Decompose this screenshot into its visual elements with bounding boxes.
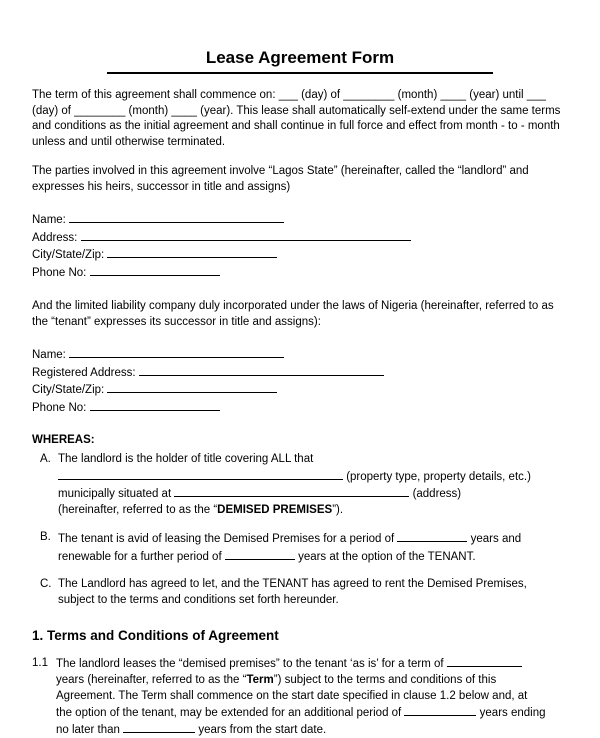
- demised-premises-term: DEMISED PREMISES: [217, 503, 333, 516]
- whereas-item-c-marker: C.: [40, 578, 52, 590]
- whereas-a-line3-pre: municipally situated at: [58, 488, 172, 500]
- landlord-fields: [32, 211, 568, 281]
- clause-1-1-line1-a: The landlord leases the “demised premises” to the tenant ‘as is’ for a term of: [56, 658, 444, 670]
- section-1-heading: 1. Terms and Conditions of Agreement: [32, 628, 279, 643]
- landlord-phone-label: Phone No:: [32, 266, 87, 279]
- whereas-a-line4-post: ”).: [332, 503, 344, 516]
- clause-1-1-line5-a: no later than: [56, 724, 120, 736]
- landlord-citystatezip-row: [32, 246, 568, 264]
- tenant-registered-address-input[interactable]: [139, 364, 384, 376]
- clause-1-1-line5-b: years from the start date.: [198, 724, 327, 736]
- clause-1-1-line2-b: ”) subject to the terms and conditions of this: [273, 674, 497, 686]
- whereas-a-line2-post: (property type, property details, etc.): [346, 470, 531, 483]
- whereas-b-line2: [58, 548, 568, 566]
- address-input[interactable]: [174, 485, 409, 497]
- landlord-name-row: [32, 211, 568, 229]
- landlord-phone-input[interactable]: [90, 264, 220, 276]
- tenant-phone-input[interactable]: [90, 399, 220, 411]
- landlord-citystatezip-label: City/State/Zip:: [32, 249, 105, 261]
- intro-paragraph-block: [32, 88, 568, 150]
- whereas-c-line2: subject to the terms and conditions set forth hereunder.: [58, 593, 339, 606]
- whereas-item-c-body: [58, 577, 568, 608]
- whereas-a-line3-post: (address): [412, 488, 462, 500]
- tenant-registered-address-label: Registered Address:: [32, 366, 136, 379]
- clause-1-1-line1: [56, 655, 568, 672]
- landlord-phone-row: [32, 264, 568, 282]
- page-title: Lease Agreement Form: [107, 48, 493, 74]
- whereas-a-line4: [58, 503, 568, 519]
- whereas-item-c: [32, 577, 568, 608]
- whereas-b-line1: [58, 530, 568, 548]
- clause-1-1-line4: [56, 704, 568, 721]
- tenant-registered-address-row: [32, 364, 568, 382]
- whereas-a-line4-pre: (hereinafter, referred to as the “: [58, 503, 218, 516]
- whereas-heading: WHEREAS:: [32, 434, 95, 446]
- clause-1-1-line3: Agreement. The Term shall commence on the start date specified in clause 1.2 below and, at: [56, 690, 528, 702]
- term-length-input[interactable]: [447, 655, 522, 667]
- whereas-item-a-marker: A.: [40, 453, 51, 465]
- whereas-b-line2-b: years at the option of the TENANT.: [298, 550, 476, 563]
- renewal-period-years-input[interactable]: [225, 548, 295, 560]
- whereas-item-b: [32, 530, 568, 565]
- whereas-item-b-marker: B.: [40, 531, 51, 543]
- whereas-a-line2: [58, 468, 568, 486]
- tenant-citystatezip-row: [32, 381, 568, 399]
- intro-paragraph: The term of this agreement shall commence on: ___ (day) of ________ (month) ____ (year) until ___ (day) of ________ (month) ____ (year). This lease shall automatically self-extend under the same terms and conditions as the initial agreement and shall continue in full force and effect from month - to - month unless and until otherwise terminated.: [32, 89, 561, 148]
- parties-paragraph: The parties involved in this agreement involve “Lagos State” (hereinafter, called the “landlord” and expresses his heirs, successor in title and assigns): [32, 165, 529, 193]
- tenant-phone-row: [32, 399, 568, 417]
- clause-1-1-line4-b: years ending: [479, 707, 546, 719]
- extension-period-input[interactable]: [404, 704, 476, 716]
- property-details-input[interactable]: [58, 468, 343, 480]
- clause-1-1-line2-a: years (hereinafter, referred to as the “: [56, 674, 247, 686]
- parties-paragraph-block: [32, 164, 568, 195]
- landlord-citystatezip-input[interactable]: [107, 246, 277, 258]
- clause-1-1-body: [56, 655, 568, 738]
- tenant-paragraph: And the limited liability company duly incorporated under the laws of Nigeria (hereinafter, referred to as the “tenant” expresses its successor in title and assigns):: [32, 300, 554, 328]
- landlord-address-row: [32, 229, 568, 247]
- whereas-b-line1-b: years and: [470, 533, 522, 545]
- whereas-a-line3: [58, 485, 568, 503]
- landlord-name-label: Name:: [32, 214, 66, 226]
- whereas-a-line1: The landlord is the holder of title covering ALL that: [58, 453, 314, 465]
- tenant-name-input[interactable]: [69, 346, 284, 358]
- clause-1-1: [32, 655, 568, 738]
- tenant-fields: [32, 346, 568, 416]
- tenant-citystatezip-input[interactable]: [107, 381, 277, 393]
- whereas-item-b-body: [58, 530, 568, 565]
- tenant-paragraph-block: [32, 299, 568, 330]
- landlord-address-label: Address:: [32, 231, 78, 244]
- clause-1-1-number: 1.1: [32, 657, 48, 669]
- tenant-name-label: Name:: [32, 349, 66, 361]
- tenant-name-row: [32, 346, 568, 364]
- tenant-citystatezip-label: City/State/Zip:: [32, 384, 105, 396]
- landlord-address-input[interactable]: [81, 229, 411, 241]
- whereas-c-line1: The Landlord has agreed to let, and the TENANT has agreed to rent the Demised Premises,: [58, 578, 527, 590]
- whereas-item-a-body: [58, 452, 568, 518]
- whereas-b-line2-a: renewable for a further period of: [58, 550, 222, 563]
- whereas-b-line1-a: The tenant is avid of leasing the Demised Premises for a period of: [58, 533, 395, 545]
- end-limit-years-input[interactable]: [123, 721, 195, 733]
- term-defined-word: Term: [246, 674, 274, 686]
- clause-1-1-line4-a: the option of the tenant, may be extended for an additional period of: [56, 707, 402, 719]
- lease-period-years-input[interactable]: [397, 530, 467, 542]
- landlord-name-input[interactable]: [69, 211, 284, 223]
- title-container: [32, 40, 568, 74]
- whereas-item-a: [32, 452, 568, 518]
- tenant-phone-label: Phone No:: [32, 401, 87, 414]
- clause-1-1-line2: [56, 672, 568, 688]
